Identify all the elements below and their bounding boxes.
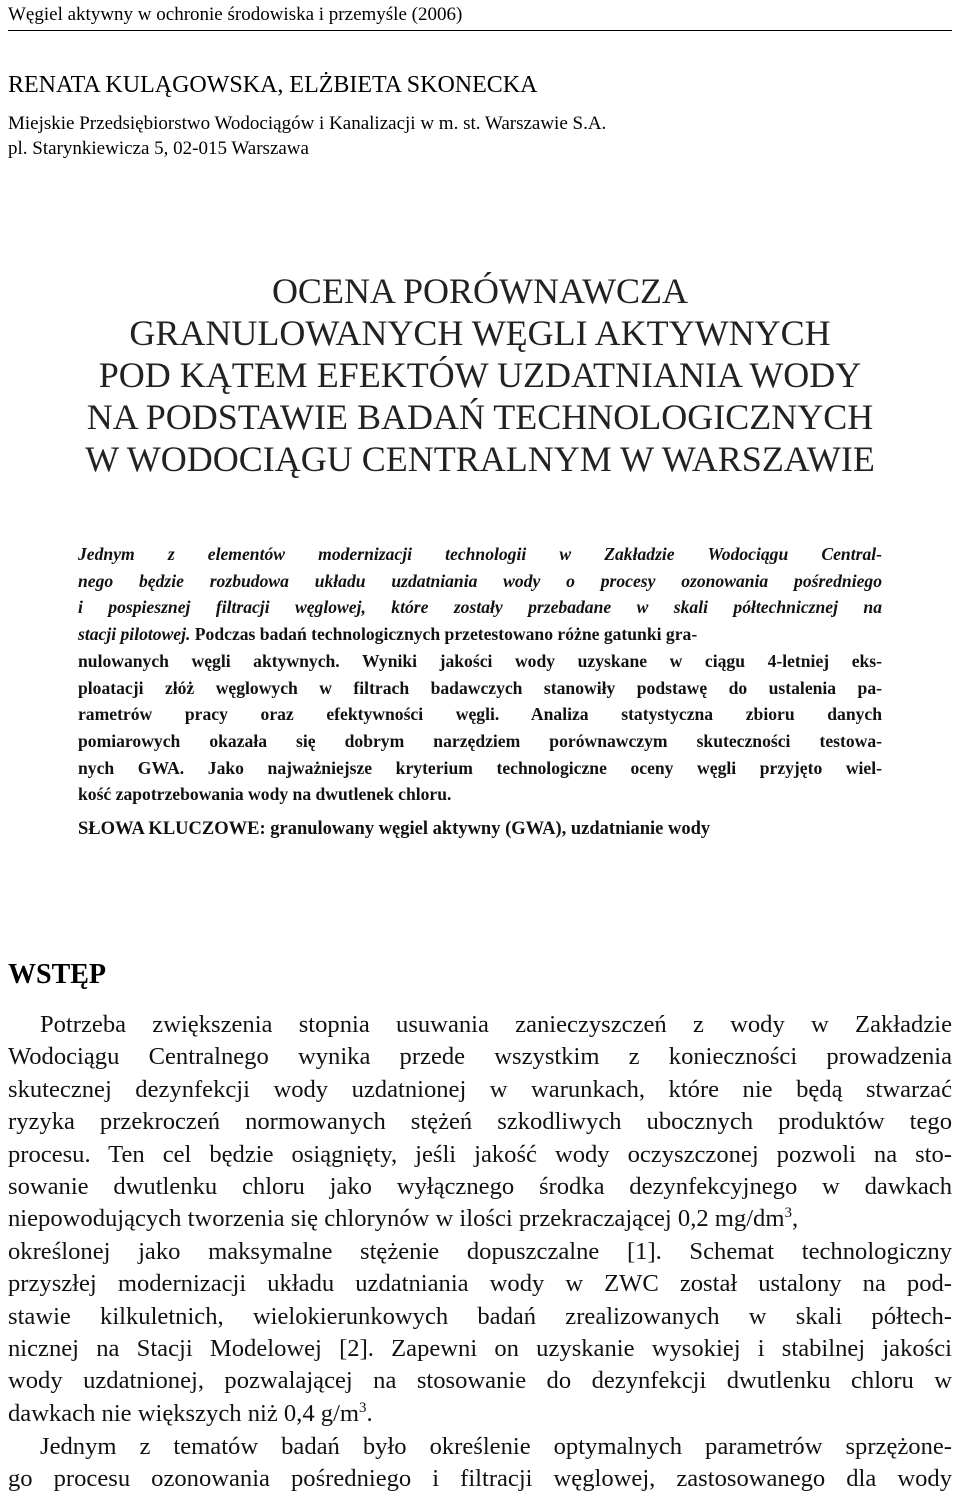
body-fragment: ,: [791, 1205, 799, 1233]
authors: RENATA KULĄGOWSKA, ELŻBIETA SKONECKA: [8, 72, 538, 98]
abstract-line: pomiarowych okazała się dobrym narzędziem porównawczym skuteczności testowa-: [78, 730, 882, 751]
body-line: Potrzeba zwiększenia stopnia usuwania zanieczyszczeń z wody w Zakładzie: [40, 1011, 952, 1038]
body-line: procesu. Ten cel będzie osiągnięty, jeśli jakość wody oczyszczonej pozwoli na sto-: [8, 1140, 952, 1168]
abstract: [78, 541, 882, 808]
body-line: [8, 1203, 952, 1235]
paper-title-line: NA PODSTAWIE BADAŃ TECHNOLOGICZNYCH: [86, 397, 874, 437]
superscript: 3: [359, 1399, 367, 1416]
abstract-line: kość zapotrzebowania wody na dwutlenek chloru.: [78, 784, 452, 805]
body-fragment: .: [366, 1399, 373, 1427]
body-line: sowanie dwutlenku chloru jako wyłącznego środka dezynfekcyjnego w dawkach: [8, 1173, 952, 1201]
paper-title-line: W WODOCIĄGU CENTRALNYM W WARSZAWIE: [85, 439, 875, 479]
body-line: nicznej na Stacji Modelowej [2]. Zapewni on uzyskanie wysokiej i stabilnej jakości: [8, 1335, 952, 1363]
body-line: Wodociągu Centralnego wynika przede wszystkim z konieczności prowadzenia: [8, 1043, 952, 1071]
body-line: przyszłej modernizacji układu uzdatniania wody w ZWC został ustalony na pod-: [8, 1270, 952, 1298]
abstract-line: nych GWA. Jako najważniejsze kryterium technologiczne oceny węgli przyjęto wiel-: [78, 757, 882, 778]
body-line: Jednym z tematów badań było określenie optymalnych parametrów sprzężone-: [40, 1433, 952, 1460]
keywords: SŁOWA KLUCZOWE: granulowany węgiel aktywny (GWA), uzdatnianie wody: [78, 819, 711, 839]
abstract-fragment: Podczas badań technologicznych przetestowano różne gatunki gra-: [190, 624, 698, 645]
running-header: Węgiel aktywny w ochronie środowiska i przemyśle (2006): [8, 2, 952, 31]
body-line: ryzyka przekroczeń normowanych stężeń szkodliwych ubocznych produktów tego: [8, 1108, 952, 1136]
abstract-line: ploatacji złóż węglowych w filtrach badawczych stanowiły podstawę do ustalenia pa-: [78, 677, 882, 698]
abstract-line: [78, 621, 882, 648]
paper-title-line: GRANULOWANYCH WĘGLI AKTYWNYCH: [129, 313, 831, 353]
body-line: go procesu ozonowania pośredniego i filtracji węglowej, zastosowanego dla wody: [8, 1465, 952, 1493]
affiliation-line: Miejskie Przedsiębiorstwo Wodociągów i Kanalizacji w m. st. Warszawie S.A.: [8, 113, 607, 134]
body-fragment: niepowodujących tworzenia się chlorynów w ilości przekraczającej 0,2 mg/dm: [8, 1205, 785, 1233]
abstract-fragment: stacji pilotowej.: [78, 624, 191, 645]
body-line: wody uzdatnionej, pozwalającej na stosowanie do dezynfekcji dwutlenku chloru w: [8, 1367, 952, 1395]
body-line: [8, 1398, 952, 1430]
affiliation-address: pl. Starynkiewicza 5, 02-015 Warszawa: [8, 138, 309, 159]
paper-title-line: OCENA PORÓWNAWCZA: [271, 271, 689, 311]
abstract-line: rametrów pracy oraz efektywności węgli. Analiza statystyczna zbioru danych: [78, 704, 882, 725]
abstract-line: Jednym z elementów modernizacji technologii w Zakładzie Wodociągu Central-: [78, 544, 882, 564]
abstract-line: i pospiesznej filtracji węglowej, które zostały przebadane w skali półtechnicznej na: [78, 597, 882, 618]
abstract-line: nego będzie rozbudowa układu uzdatniania wody o procesy ozonowania pośredniego: [78, 570, 882, 591]
section-heading: WSTĘP: [8, 959, 107, 990]
body-line: skutecznej dezynfekcji wody uzdatnionej w warunkach, które nie będą stwarzać: [8, 1075, 952, 1103]
body-line: określonej jako maksymalne stężenie dopuszczalne [1]. Schemat technologiczny: [8, 1237, 952, 1265]
body-fragment: dawkach nie większych niż 0,4 g/m: [8, 1399, 360, 1427]
abstract-line: nulowanych węgli aktywnych. Wyniki jakości wody uzyskane w ciągu 4-letniej eks-: [78, 650, 882, 671]
body-paragraph: [8, 1431, 952, 1496]
paper-title-line: POD KĄTEM EFEKTÓW UZDATNIANIA WODY: [98, 355, 862, 395]
body-line: stawie kilkuletnich, wielokierunkowych badań zrealizowanych w skali półtech-: [8, 1302, 952, 1330]
body-paragraph: [8, 1009, 952, 1430]
superscript: 3: [784, 1205, 792, 1222]
